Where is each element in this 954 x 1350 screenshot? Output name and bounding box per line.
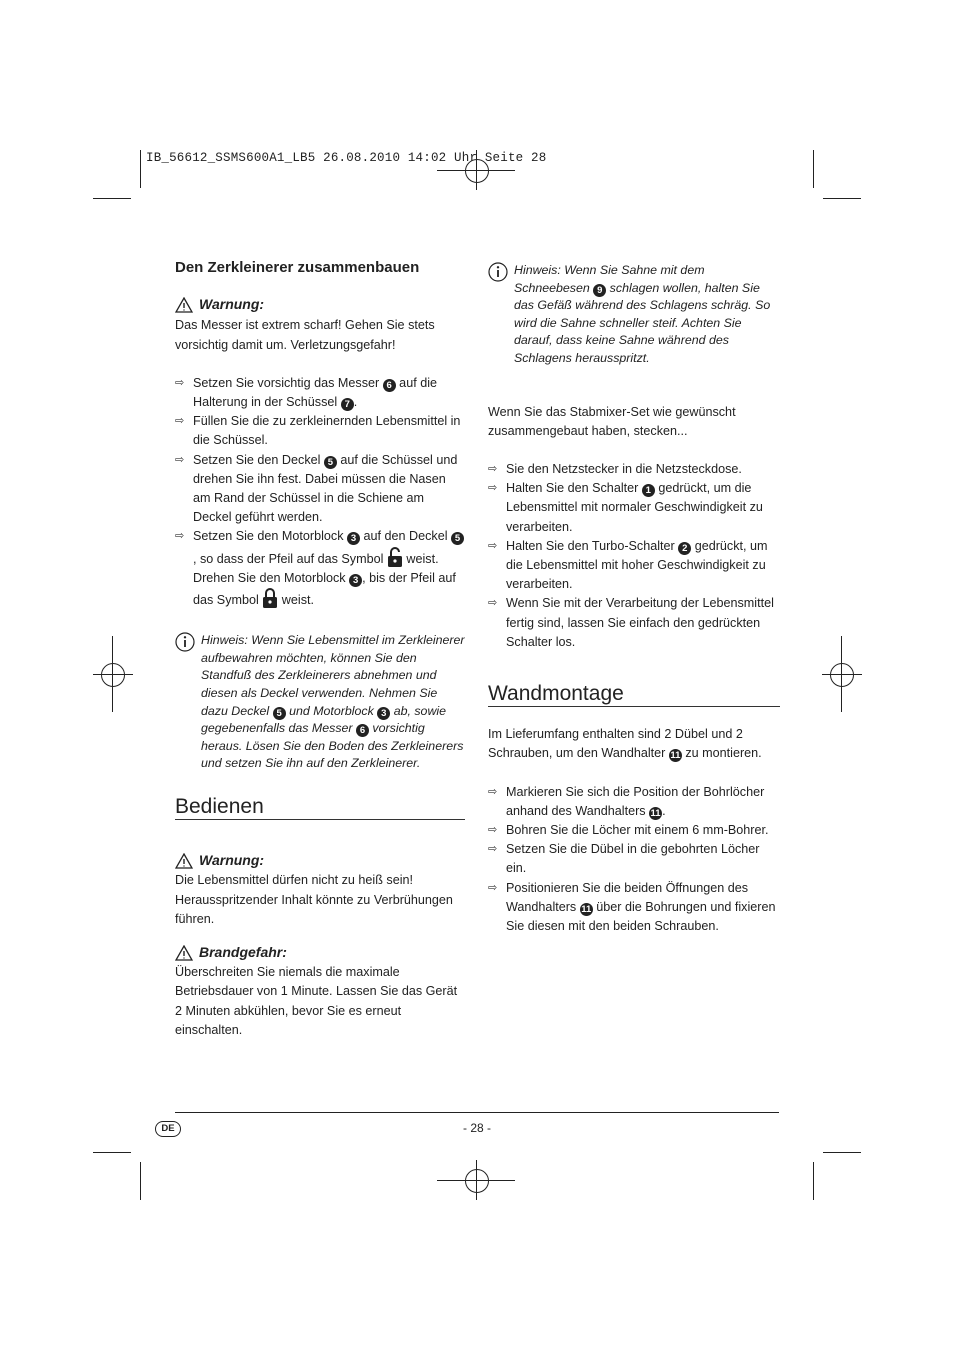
arrow-icon: ⇨ [488,482,498,495]
arrow-icon: ⇨ [175,415,185,428]
footer-rule [175,1112,779,1113]
list-item: ⇨ Halten Sie den Turbo-Schalter 2 gedrückt, um die Lebensmittel mit hoher Geschwindigkeit zu verarbeiten. [488,538,768,592]
part-number-badge: 11 [670,750,681,762]
list-item: ⇨ Setzen Sie die Dübel in die gebohrten Löcher ein. [488,842,760,876]
part-number-badge: 11 [650,807,661,819]
arrow-icon: ⇨ [488,881,498,894]
print-header: IB_56612_SSMS600A1_LB5 26.08.2010 14:02 Uhr Seite 28 [146,151,547,165]
fire-hazard-label: Brandgefahr: [199,944,287,961]
hint-note [488,262,780,368]
right-column [488,262,780,936]
crop-mark [93,1152,131,1153]
arrow-icon: ⇨ [488,539,498,552]
warning-text: Das Messer ist extrem scharf! Gehen Sie stets vorsichtig damit um. Verletzungsgefahr! [175,318,435,352]
part-number-badge: 3 [377,707,390,720]
section-title-operate: Bedienen [175,797,465,820]
warning-heading [175,295,465,314]
part-number-badge: 3 [349,574,362,587]
hint-note [175,632,465,773]
intro-text: Wenn Sie das Stabmixer-Set wie gewünscht zusammengebaut haben, stecken... [488,404,736,438]
warning-text: Die Lebensmittel dürfen nicht zu heiß sein! Herausspritzender Inhalt könnte zu Verbrühungen führen. [175,873,453,926]
list-item: ⇨ Setzen Sie vorsichtig das Messer 6 auf die Halterung in der Schüssel 7 . [175,375,437,411]
operate-steps [488,460,780,652]
crop-mark [823,198,861,199]
arrow-icon: ⇨ [488,843,498,856]
page-number: - 28 - [462,1121,491,1135]
section-title-wall-mount: Wandmontage [488,684,780,707]
crop-mark [813,150,814,188]
assemble-title: Den Zerkleinerer zusammenbauen [175,259,420,276]
crop-mark [140,1162,141,1200]
part-number-badge: 7 [341,398,354,411]
part-number-badge: 11 [581,903,592,915]
list-item: ⇨ Setzen Sie den Deckel 5 auf die Schüssel und drehen Sie ihn fest. Dabei müssen die Nasen am Rand der Schüssel in die Schiene am Deckel geführt werden. [175,452,458,525]
part-number-badge: 9 [593,284,606,297]
wall-intro-text: Im Lieferumfang enthalten sind 2 Dübel und 2 Schrauben, um den Wandhalter 11 zu montieren. [488,727,762,762]
list-item: ⇨ Füllen Sie die zu zerkleinernden Lebensmittel in die Schüssel. [175,414,461,448]
crop-mark [813,1162,814,1200]
warning-label: Warnung: [199,852,265,869]
warning-heading [175,851,465,870]
arrow-icon: ⇨ [488,785,498,798]
list-item: ⇨ Positionieren Sie die beiden Öffnungen des Wandhalters 11 über die Bohrungen und fixieren Sie diesen mit den beiden Schrauben. [488,880,776,934]
arrow-icon: ⇨ [175,376,185,389]
crop-mark [823,1152,861,1153]
registration-mark [830,663,854,687]
arrow-icon: ⇨ [175,453,185,466]
list-item: ⇨ Sie den Netzstecker in die Netzsteckdose. [488,460,780,479]
fire-hazard-text: Überschreiten Sie niemals die maximale Betriebsdauer von 1 Minute. Lassen Sie das Gerät 2 Minuten abkühlen, bevor Sie es erneut einschalten. [175,965,458,1037]
part-number-badge: 1 [642,484,655,497]
warning-icon [175,297,193,313]
warning-icon [175,853,193,869]
arrow-icon: ⇨ [488,824,498,837]
info-icon [175,632,195,652]
crop-mark [93,198,131,199]
list-item: ⇨ Wenn Sie mit der Verarbeitung der Lebensmittel fertig sind, lassen Sie einfach den gedrückten Schalter los. [488,596,774,649]
hint-text: Hinweis: Wenn Sie Sahne mit dem Schneebesen 9 schlagen wollen, halten Sie das Gefäß während des Schlagens schräg. So wird die Sahne schneller steif. Achten Sie darauf, dass keine Sahne während des Schlagens herausspritzt. [514,263,771,365]
part-number-badge: 2 [678,542,691,555]
part-number-badge: 5 [273,707,286,720]
assemble-steps [175,374,465,610]
fire-hazard-heading [175,943,465,962]
info-icon [488,262,508,282]
list-item: ⇨ Setzen Sie den Motorblock 3 auf den Deckel 5, so dass der Pfeil auf das Symbol weist. Drehen Sie den Motorblock 3 , bis der Pfeil auf das Symbol weist. [175,527,465,610]
part-number-badge: 3 [347,532,360,545]
language-badge: DE [155,1121,181,1137]
crop-mark [140,150,141,188]
hint-text: Hinweis: Wenn Sie Lebensmittel im Zerkleinerer aufbewahren möchten, können Sie den Standfuß des Zerkleinerers abnehmen und diesen als Deckel verwenden. Nehmen Sie dazu Deckel 5 und Motorblock 3 ab, sowie gegebenenfalls das Messer 6 vorsichtig heraus. Lösen Sie den Boden des Zerkleinerers und setzen Sie ihn auf den Zerkleinerer. [201,633,465,771]
list-item: ⇨ Bohren Sie die Löcher mit einem 6 mm-Bohrer. [488,821,780,840]
wall-steps [488,783,780,937]
left-column [175,258,465,1040]
warning-label: Warnung: [199,296,265,313]
warning-icon [175,945,193,961]
unlocked-icon [387,547,403,567]
arrow-icon: ⇨ [488,462,498,475]
locked-icon [262,588,278,608]
arrow-icon: ⇨ [175,530,185,543]
arrow-icon: ⇨ [488,597,498,610]
registration-mark [101,663,125,687]
registration-mark [465,1169,489,1193]
part-number-badge: 5 [451,532,464,545]
part-number-badge: 6 [356,724,369,737]
list-item: ⇨ Halten Sie den Schalter 1 gedrückt, um die Lebensmittel mit normaler Geschwindigkeit zu verarbeiten. [488,481,763,534]
part-number-badge: 5 [324,456,337,469]
part-number-badge: 6 [383,379,396,392]
list-item: ⇨ Markieren Sie sich die Position der Bohrlöcher anhand des Wandhalters 11. [488,784,765,819]
